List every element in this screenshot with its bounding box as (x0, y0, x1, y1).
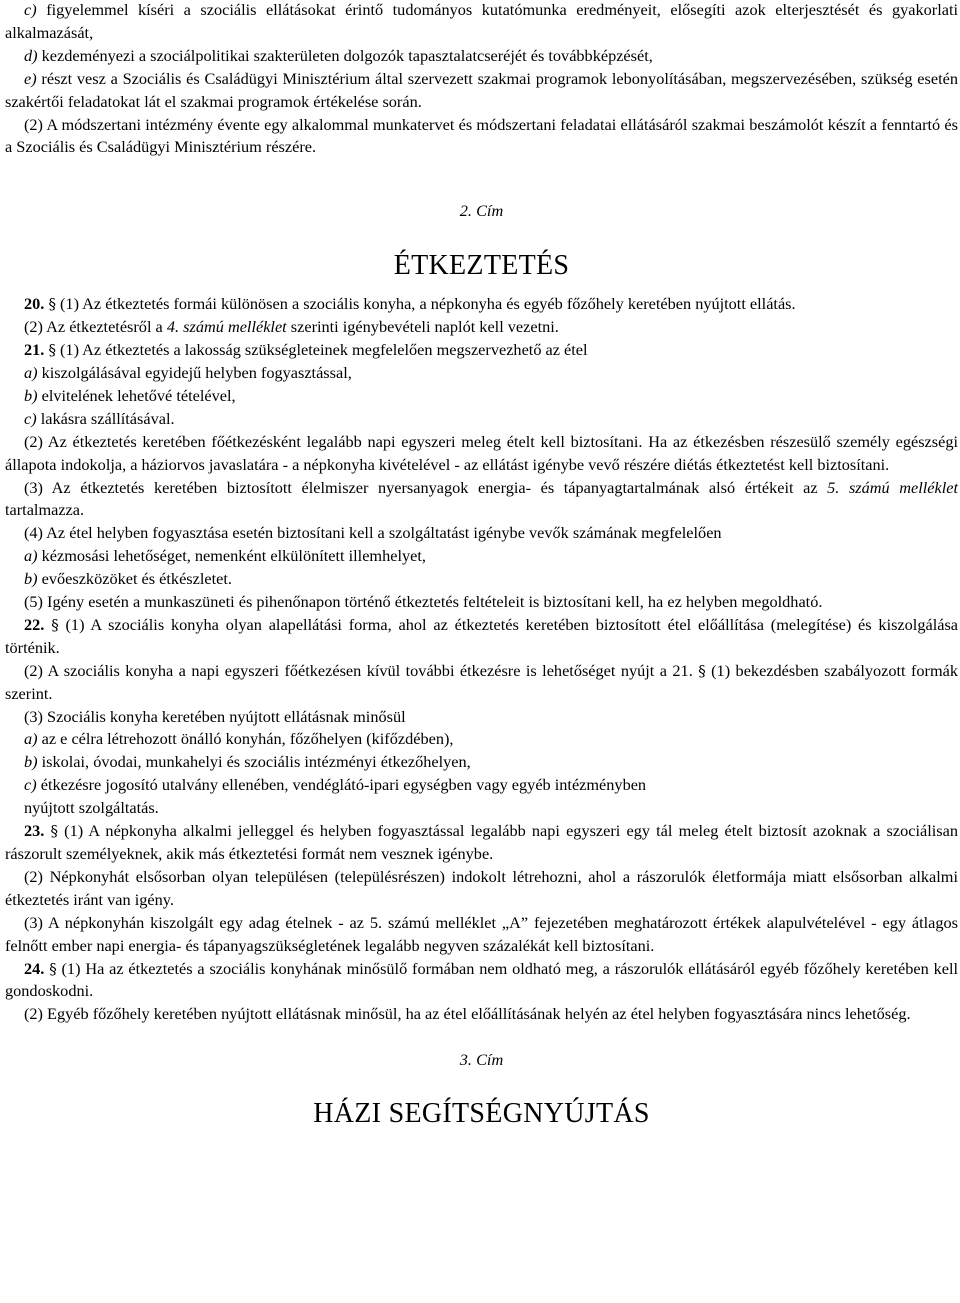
annex-reference: számú melléklet (183, 317, 287, 337)
annex-reference: számú melléklet (848, 477, 958, 497)
section-number: 2. Cím (459, 201, 504, 221)
section-20-paragraph-2 (5, 316, 958, 339)
list-text: az e célra létrehozott önálló konyhán, főzőhelyen (kifőzdében), (41, 729, 454, 749)
list-item-c (5, 774, 958, 797)
paragraph-text: (1) A népkonyha alkalmi jelleggel és helyben fogyasztással legalább napi egyszeri egy tál meleg ételt biztosít azoknak a szociálisan rászorult személyeknek, akik más étkeztetési formát nem vesznek igénybe. (5, 821, 958, 863)
section-23-paragraph-2: (2) Népkonyhát elsősorban olyan településen (településrészen) indokolt létrehozni, ahol a rászorulók életformája miatt elsősorban alkalmi étkeztetés iránt van igény. (5, 866, 958, 909)
section-22-paragraph-3: (3) Szociális konyha keretében nyújtott ellátásnak minősül (24, 706, 406, 726)
section-number-label: 20. (24, 294, 45, 314)
section-sign: § (51, 615, 59, 634)
section-21-paragraph-2: (2) Az étkeztetés keretében főétkezésként legalább napi egyszeri meleg ételt kell biztosítani. Ha az étkezésben részesülő személy egészségi állapota indokolja, a háziorvos javaslatára - a népkonyha kivételével - az ellátást igénybe vevő részére diétás étkeztetést kell biztosítani. (5, 431, 958, 474)
list-text: evőeszközöket és étkészletet. (41, 569, 232, 589)
section-23-paragraph-1 (5, 820, 958, 866)
paragraph-text: tartalmazza. (5, 500, 85, 520)
paragraph-text: (3) Az étkeztetés keretében biztosított élelmiszer nyersanyagok energia- és tápanyagtartalmának alsó értékeit az (24, 477, 818, 497)
list-item-a (5, 362, 958, 385)
list-text: részt vesz a Szociális és Családügyi Minisztérium által szervezett szakmai programok lebonyolításában, megszervezésében, szükség esetén szakértői feladatokat lát el szakmai programok értékelése során. (5, 68, 958, 111)
section-20-paragraph-1 (5, 293, 958, 316)
list-text: elvitelének lehetővé tételével, (41, 385, 236, 405)
list-letter: c) (24, 775, 37, 795)
annex-number: 4. (166, 317, 180, 337)
list-item-b (5, 385, 958, 408)
section-number-label: 24. (24, 958, 45, 978)
paragraph-text: (1) Ha az étkeztetés a szociális konyhának minősülő formában nem oldható meg, a rászorulók ellátásáról egyéb főzőhely keretében kell gondoskodni. (5, 958, 958, 1001)
list-text: kiszolgálásával egyidejű helyben fogyasztással, (41, 362, 352, 382)
paragraph-text: (1) bekezdésben szabályozott formák szerint. (5, 660, 958, 703)
list-letter: c) (24, 0, 37, 19)
section-number-label: 23. (24, 821, 45, 841)
section-heading: HÁZI SEGÍTSÉGNYÚJTÁS (313, 1098, 650, 1130)
list-letter: a) (24, 729, 38, 749)
list-item-b (5, 568, 958, 591)
list-letter: a) (24, 362, 38, 382)
section-sign: § (49, 959, 57, 978)
section-23-paragraph-3: (3) A népkonyhán kiszolgált egy adag ételnek - az 5. számú melléklet „A” fejezetében meghatározott értékek alapulvételével - egy átlagos felnőtt ember napi energia- és tápanyagszükségletének legalább negyven százalékát kell biztosítani. (5, 912, 958, 955)
paragraph-text: szerinti igénybevételi naplót kell vezetni. (290, 317, 559, 337)
list-letter: e) (24, 68, 37, 88)
paragraph-text: (2) Az étkeztetésről a (24, 317, 163, 337)
paragraph-text: (1) Az étkeztetés formái különösen a szociális konyha, a népkonyha és egyéb főzőhely keretében nyújtott ellátás. (60, 294, 796, 314)
section-number-label: 22. (24, 614, 45, 634)
list-item-c (5, 0, 958, 45)
section-sign: § (48, 341, 56, 360)
list-item-a (5, 728, 958, 751)
list-text: kézmosási lehetőséget, nemenként elkülönített illemhelyet, (41, 546, 426, 566)
paragraph-text: (1) Az étkeztetés a lakosság szükségleteinek megfelelően megszervezhető az étel (60, 340, 588, 360)
list-item-b (5, 751, 958, 774)
list-text: iskolai, óvodai, munkahelyi és szociális intézményi étkezőhelyen, (41, 752, 471, 772)
section-sign: § (698, 661, 706, 680)
list-letter: a) (24, 546, 38, 566)
list-text: figyelemmel kíséri a szociális ellátásokat érintő tudományos kutatómunka eredményeit, elősegíti azok elterjesztését és gyakorlati alkalmazását, (5, 0, 958, 42)
list-text: lakásra szállításával. (40, 408, 175, 428)
list-letter: b) (24, 385, 38, 405)
list-item-continuation: nyújtott szolgáltatás. (24, 798, 159, 818)
section-21-paragraph-3 (5, 477, 958, 523)
document-page (5, 0, 958, 1129)
list-item-c (5, 408, 958, 431)
annex-number: 5. (827, 477, 840, 497)
list-item-a (5, 545, 958, 568)
section-21-paragraph-5: (5) Igény esetén a munkaszüneti és pihenőnapon történő étkeztetés feltételeit is biztosítani kell, ha ez helyben megoldható. (24, 592, 823, 612)
section-22-paragraph-2 (5, 660, 958, 706)
list-letter: b) (24, 569, 38, 589)
section-24-paragraph-2: (2) Egyéb főzőhely keretében nyújtott ellátásnak minősül, ha az étel előállításának helyén az étel helyben fogyasztására nincs lehetőség. (24, 1004, 911, 1024)
section-21-paragraph-1 (5, 339, 958, 362)
list-letter: b) (24, 752, 38, 772)
list-letter: d) (24, 45, 38, 65)
paragraph-text: (2) A szociális konyha a napi egyszeri főétkezésen kívül további étkezésre is lehetőséget nyújt a 21. (24, 660, 693, 680)
section-21-paragraph-4: (4) Az étel helyben fogyasztása esetén biztosítani kell a szolgáltatást igénybe vevők számának megfelelően (24, 523, 722, 543)
list-letter: c) (24, 408, 37, 428)
list-text: étkezésre jogosító utalvány ellenében, vendéglátó-ipari egységben vagy egyéb intézményben (40, 775, 647, 795)
list-item-e (5, 68, 958, 114)
list-text: kezdeményezi a szociálpolitikai szakterületen dolgozók tapasztalatcseréjét és továbbképzését, (41, 45, 653, 65)
section-number-label: 21. (24, 340, 45, 360)
paragraph-2: (2) A módszertani intézmény évente egy alkalommal munkatervet és módszertani feladatai ellátásáról szakmai beszámolót készít a fenntartó és a Szociális és Családügyi Minisztérium részére. (5, 114, 958, 157)
section-sign: § (50, 822, 59, 841)
section-heading: ÉTKEZTETÉS (393, 250, 570, 282)
list-item-d (5, 45, 958, 68)
section-24-paragraph-1 (5, 958, 958, 1004)
paragraph-text: (1) A szociális konyha olyan alapellátási forma, ahol az étkeztetés keretében biztosított étel előállítása (melegítése) és kiszolgálása történik. (5, 614, 959, 657)
section-22-paragraph-1 (5, 614, 958, 660)
section-sign: § (48, 295, 56, 314)
section-number: 3. Cím (459, 1050, 504, 1070)
